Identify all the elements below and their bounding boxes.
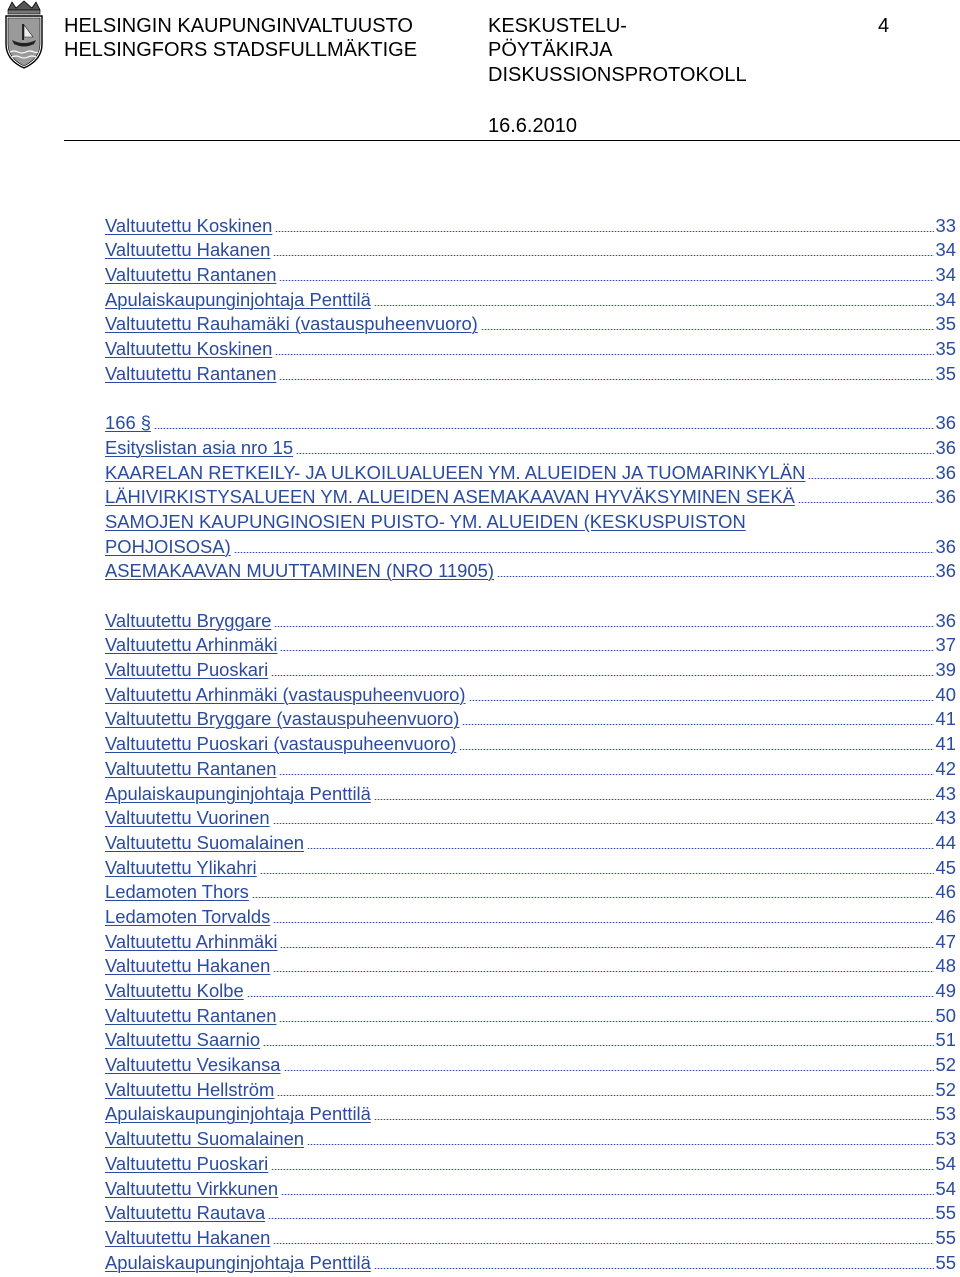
toc-entry-label[interactable]: POHJOISOSA) <box>105 535 231 557</box>
toc-entry[interactable] <box>105 730 956 755</box>
toc-entry-label[interactable]: ASEMAKAAVAN MUUTTAMINEN (NRO 11905) <box>105 560 494 582</box>
toc-entry[interactable] <box>105 1224 956 1249</box>
toc-entry[interactable] <box>105 212 956 237</box>
toc-entry[interactable] <box>105 558 956 583</box>
toc-entry[interactable] <box>105 928 956 953</box>
toc-entry[interactable] <box>105 706 956 731</box>
toc-entry-label[interactable]: Valtuutettu Puoskari <box>105 1152 269 1174</box>
toc-entry-label[interactable]: Valtuutettu Arhinmäki <box>105 930 278 952</box>
toc-group-spacer <box>105 582 956 607</box>
toc-entry-label[interactable]: 166 § <box>105 412 152 434</box>
toc-dot-leader <box>279 280 933 281</box>
toc-entry-page[interactable]: 46 <box>935 905 956 927</box>
toc-dot-leader <box>374 1268 934 1269</box>
toc-entry-page[interactable]: 53 <box>935 1103 956 1125</box>
toc-dot-leader <box>234 552 934 553</box>
toc-entry[interactable] <box>105 805 956 830</box>
toc-entry-label[interactable]: Valtuutettu Arhinmäki <box>105 634 278 656</box>
toc-entry-label[interactable]: Valtuutettu Rantanen <box>105 264 277 286</box>
toc-entry-label[interactable]: Esityslistan asia nro 15 <box>105 436 294 458</box>
toc-entry-page[interactable]: 48 <box>935 955 956 977</box>
toc-dot-leader <box>808 478 933 479</box>
toc-dot-leader <box>280 947 933 948</box>
toc-dot-leader <box>279 774 933 775</box>
org-name-swedish: HELSINGFORS STADSFULLMÄKTIGE <box>64 39 418 61</box>
toc-entry-label[interactable]: Apulaiskaupunginjohtaja Penttilä <box>105 782 371 804</box>
toc-entry-page[interactable]: 41 <box>935 733 956 755</box>
helsinki-crest-icon <box>2 0 46 70</box>
toc-entry-label[interactable]: Valtuutettu Vesikansa <box>105 1054 281 1076</box>
toc-entry-page[interactable]: 54 <box>935 1152 956 1174</box>
toc-entry-label[interactable]: Valtuutettu Ylikahri <box>105 856 257 878</box>
toc-dot-leader <box>281 1194 933 1195</box>
toc-entry[interactable] <box>105 459 956 484</box>
toc-entry-page[interactable]: 36 <box>935 436 956 458</box>
toc-entry-page[interactable]: 41 <box>935 708 956 730</box>
toc-entry-label[interactable]: Valtuutettu Saarnio <box>105 1029 261 1051</box>
toc-dot-leader <box>274 626 933 627</box>
toc-entry-label[interactable]: Valtuutettu Hellström <box>105 1078 275 1100</box>
toc-entry[interactable] <box>105 360 956 385</box>
table-of-contents <box>105 212 956 1274</box>
toc-entry-label[interactable]: Valtuutettu Hakanen <box>105 1226 271 1248</box>
toc-entry-page[interactable]: 35 <box>935 313 956 335</box>
toc-entry-page[interactable]: 36 <box>935 609 956 631</box>
toc-entry[interactable] <box>105 681 956 706</box>
toc-dot-leader <box>374 305 934 306</box>
toc-dot-leader <box>273 823 934 824</box>
toc-entry[interactable] <box>105 1200 956 1225</box>
toc-dot-leader <box>374 1119 934 1120</box>
toc-entry-label[interactable]: Valtuutettu Bryggare <box>105 609 272 631</box>
toc-entry-label[interactable]: Valtuutettu Suomalainen <box>105 1128 305 1150</box>
toc-entry-page[interactable]: 55 <box>935 1202 956 1224</box>
toc-dot-leader <box>469 700 934 701</box>
toc-dot-leader <box>268 1218 933 1219</box>
toc-entry[interactable] <box>105 1101 956 1126</box>
toc-entry[interactable] <box>105 1125 956 1150</box>
toc-entry-label[interactable]: KAARELAN RETKEILY- JA ULKOILUALUEEN YM. ALUEIDEN JA TUOMARINKYLÄN <box>105 461 806 483</box>
toc-entry[interactable] <box>105 903 956 928</box>
toc-entry-label[interactable]: Valtuutettu Puoskari (vastauspuheenvuoro) <box>105 733 457 755</box>
toc-entry-page[interactable]: 55 <box>935 1226 956 1248</box>
toc-entry-label[interactable]: Valtuutettu Rantanen <box>105 362 277 384</box>
toc-dot-leader <box>263 1045 933 1046</box>
doc-type-line-3: DISKUSSIONSPROTOKOLL <box>488 64 747 86</box>
toc-entry-label[interactable]: LÄHIVIRKISTYSALUEEN YM. ALUEIDEN ASEMAKAAVAN HYVÄKSYMINEN SEKÄ <box>105 486 795 508</box>
toc-entry-page[interactable]: 52 <box>935 1054 956 1076</box>
toc-entry[interactable] <box>105 780 956 805</box>
document-date: 16.6.2010 <box>488 115 577 137</box>
toc-entry-label[interactable]: Valtuutettu Hakanen <box>105 955 271 977</box>
toc-entry-page[interactable]: 49 <box>935 980 956 1001</box>
toc-entry-page[interactable]: 47 <box>935 930 956 952</box>
toc-entry-label[interactable]: SAMOJEN KAUPUNGINOSIEN PUISTO- YM. ALUEIDEN (KESKUSPUISTON <box>105 510 746 532</box>
toc-entry[interactable] <box>105 656 956 681</box>
toc-entry-page[interactable]: 35 <box>935 362 956 384</box>
toc-entry-label[interactable]: Valtuutettu Bryggare (vastauspuheenvuoro) <box>105 708 460 730</box>
toc-entry-label[interactable]: Valtuutettu Puoskari <box>105 659 269 681</box>
toc-entry-page[interactable]: 35 <box>935 338 956 360</box>
toc-entry-page[interactable]: 33 <box>935 214 956 236</box>
toc-entry[interactable] <box>105 311 956 336</box>
toc-entry[interactable] <box>105 1076 956 1101</box>
toc-dot-leader <box>279 379 933 380</box>
toc-dot-leader <box>271 1169 933 1170</box>
toc-entry-label[interactable]: Valtuutettu Koskinen <box>105 338 273 360</box>
doc-type-line-1: KESKUSTELU- <box>488 15 627 37</box>
toc-entry[interactable] <box>105 286 956 311</box>
toc-dot-leader <box>277 1095 933 1096</box>
toc-dot-leader <box>252 897 934 898</box>
toc-entry-label[interactable]: Valtuutettu Arhinmäki (vastauspuheenvuoro) <box>105 683 466 705</box>
toc-dot-leader <box>307 848 934 849</box>
toc-entry-page[interactable]: 45 <box>935 856 956 878</box>
toc-entry-page[interactable]: 34 <box>935 288 956 310</box>
toc-entry-page[interactable]: 36 <box>935 461 956 483</box>
toc-entry-page[interactable]: 51 <box>935 1029 956 1051</box>
toc-entry-label[interactable]: Valtuutettu Rauhamäki (vastauspuheenvuoro) <box>105 313 478 335</box>
toc-entry-page[interactable]: 54 <box>935 1177 956 1199</box>
toc-entry-page[interactable]: 36 <box>935 560 956 582</box>
toc-dot-leader <box>275 231 933 232</box>
toc-entry[interactable] <box>105 1051 956 1076</box>
toc-entry-label[interactable]: Apulaiskaupunginjohtaja Penttilä <box>105 1103 371 1125</box>
toc-entry[interactable] <box>105 335 956 360</box>
toc-entry-label[interactable]: Apulaiskaupunginjohtaja Penttilä <box>105 1251 371 1273</box>
toc-entry-label[interactable]: Valtuutettu Virkkunen <box>105 1177 279 1199</box>
toc-entry[interactable] <box>105 434 956 459</box>
toc-dot-leader <box>260 873 934 874</box>
toc-dot-leader <box>284 1070 934 1071</box>
toc-entry-label[interactable]: Valtuutettu Koskinen <box>105 214 273 236</box>
toc-entry-page[interactable]: 43 <box>935 807 956 829</box>
toc-entry-label[interactable]: Ledamoten Torvalds <box>105 905 271 927</box>
toc-dot-leader <box>247 996 934 997</box>
toc-entry[interactable] <box>105 261 956 286</box>
toc-entry-page[interactable]: 34 <box>935 264 956 286</box>
toc-entry-page[interactable]: 40 <box>935 683 956 705</box>
toc-entry[interactable] <box>105 484 956 509</box>
doc-type-line-2: PÖYTÄKIRJA <box>488 39 613 61</box>
toc-entry-label[interactable]: Apulaiskaupunginjohtaja Penttilä <box>105 288 371 310</box>
toc-entry[interactable] <box>105 854 956 879</box>
toc-entry[interactable] <box>105 632 956 657</box>
toc-entry-page[interactable]: 34 <box>935 239 956 261</box>
toc-entry[interactable] <box>105 1002 956 1027</box>
toc-entry-page[interactable]: 37 <box>935 634 956 656</box>
toc-entry-label[interactable]: Valtuutettu Rautava <box>105 1202 266 1224</box>
toc-entry[interactable] <box>105 410 956 435</box>
toc-entry-page[interactable]: 55 <box>935 1251 956 1273</box>
toc-dot-leader <box>296 453 933 454</box>
toc-entry[interactable] <box>105 533 956 558</box>
toc-entry-label[interactable]: Valtuutettu Rantanen <box>105 757 277 779</box>
toc-dot-leader <box>307 1144 934 1145</box>
toc-dot-leader <box>280 650 933 651</box>
toc-entry[interactable] <box>105 829 956 854</box>
toc-entry[interactable] <box>105 953 956 978</box>
toc-dot-leader <box>497 576 934 577</box>
toc-entry-label[interactable]: Valtuutettu Vuorinen <box>105 807 270 829</box>
toc-dot-leader <box>154 428 934 429</box>
toc-entry-page[interactable]: 44 <box>935 831 956 853</box>
toc-entry[interactable] <box>105 1249 956 1274</box>
toc-dot-leader <box>481 329 934 330</box>
toc-dot-leader <box>459 749 933 750</box>
toc-dot-leader <box>273 255 933 256</box>
toc-entry-page[interactable]: 36 <box>935 486 956 508</box>
toc-entry-label[interactable]: Valtuutettu Suomalainen <box>105 831 305 853</box>
toc-dot-leader <box>279 1021 933 1022</box>
toc-entry[interactable] <box>105 508 956 533</box>
toc-entry[interactable] <box>105 237 956 262</box>
toc-dot-leader <box>275 354 933 355</box>
toc-entry[interactable] <box>105 977 956 1002</box>
toc-entry[interactable] <box>105 755 956 780</box>
toc-dot-leader <box>374 799 934 800</box>
toc-entry-label[interactable]: Valtuutettu Rantanen <box>105 1004 277 1026</box>
toc-entry-page[interactable]: 50 <box>935 1004 956 1026</box>
toc-dot-leader <box>273 922 933 923</box>
page-number: 4 <box>878 15 890 37</box>
toc-entry-page[interactable]: 36 <box>935 535 956 557</box>
toc-entry-page[interactable]: 39 <box>935 659 956 681</box>
toc-entry-page[interactable]: 36 <box>935 412 956 434</box>
toc-dot-leader <box>798 502 934 503</box>
toc-dot-leader <box>271 675 933 676</box>
toc-entry[interactable] <box>105 1027 956 1052</box>
toc-dot-leader <box>273 971 933 972</box>
toc-entry-page[interactable]: 53 <box>935 1128 956 1150</box>
toc-entry-page[interactable]: 46 <box>935 881 956 903</box>
toc-entry-page[interactable]: 42 <box>935 757 956 779</box>
toc-entry-label[interactable]: Ledamoten Thors <box>105 881 249 903</box>
toc-dot-leader <box>462 724 933 725</box>
toc-entry-label[interactable]: Valtuutettu Kolbe <box>105 980 244 1001</box>
toc-entry[interactable] <box>105 1175 956 1200</box>
toc-entry[interactable] <box>105 879 956 904</box>
toc-entry-page[interactable]: 43 <box>935 782 956 804</box>
toc-entry[interactable] <box>105 607 956 632</box>
toc-entry-label[interactable]: Valtuutettu Hakanen <box>105 239 271 261</box>
toc-entry-page[interactable]: 52 <box>935 1078 956 1100</box>
toc-dot-leader <box>273 1243 933 1244</box>
toc-entry[interactable] <box>105 1150 956 1175</box>
header-rule <box>64 140 960 141</box>
org-name-finnish: HELSINGIN KAUPUNGINVALTUUSTO <box>64 15 413 37</box>
toc-group-spacer <box>105 385 956 410</box>
